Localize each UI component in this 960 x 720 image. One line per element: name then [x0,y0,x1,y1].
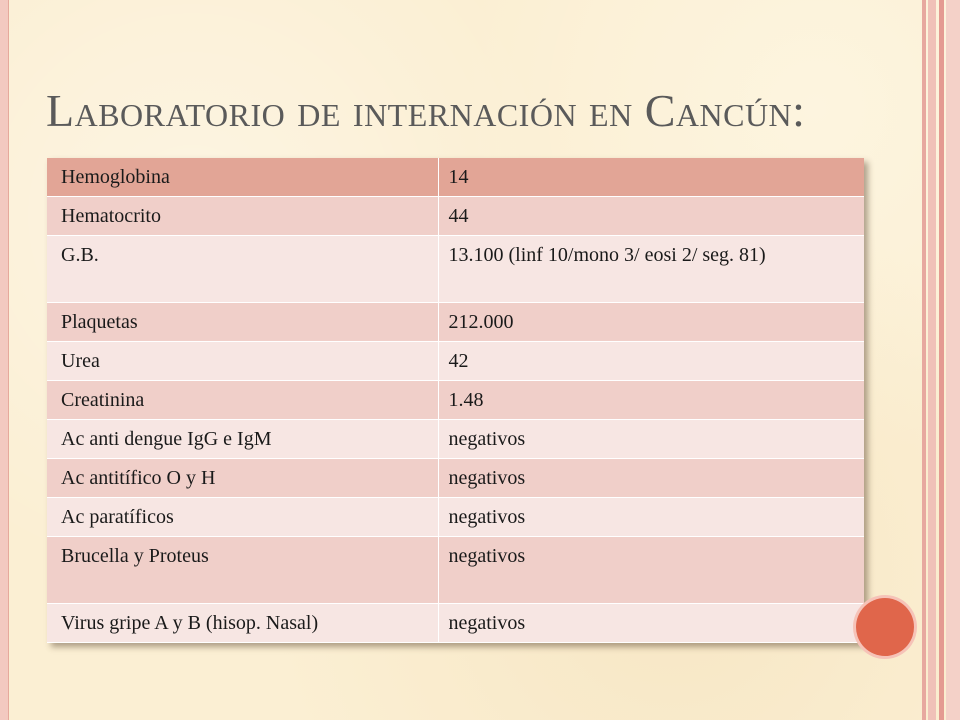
row-label: Urea [47,342,438,381]
table-row [47,537,864,604]
right-decor-bars [916,0,960,720]
lab-results-table [47,158,864,643]
right-decor-stripe [928,0,936,720]
row-value: negativos [438,537,864,604]
table-row [47,342,864,381]
table-row [47,498,864,537]
row-value: 13.100 (linf 10/mono 3/ eosi 2/ seg. 81) [438,236,864,303]
table-row [47,381,864,420]
table-row [47,459,864,498]
table-row [47,303,864,342]
right-decor-stripe [939,0,944,720]
row-value: 14 [438,158,864,197]
row-label: Virus gripe A y B (hisop. Nasal) [47,604,438,643]
decor-circle [856,598,914,656]
row-label: G.B. [47,236,438,303]
row-value: negativos [438,459,864,498]
row-value: 44 [438,197,864,236]
row-value: negativos [438,420,864,459]
row-label: Creatinina [47,381,438,420]
right-decor-stripe [946,0,960,720]
row-value: 42 [438,342,864,381]
row-value: negativos [438,498,864,537]
table-row [47,236,864,303]
table-row [47,604,864,643]
row-label: Hematocrito [47,197,438,236]
right-decor-stripe [922,0,926,720]
row-label: Plaquetas [47,303,438,342]
row-label: Ac antitífico O y H [47,459,438,498]
row-label: Hemoglobina [47,158,438,197]
row-label: Brucella y Proteus [47,537,438,604]
left-decor-bar [0,0,9,720]
table-row [47,420,864,459]
table-row [47,197,864,236]
row-value: 212.000 [438,303,864,342]
row-label: Ac anti dengue IgG e IgM [47,420,438,459]
row-value: negativos [438,604,864,643]
table-row [47,158,864,197]
slide-title: Laboratorio de internación en Cancún: [46,85,806,136]
row-value: 1.48 [438,381,864,420]
row-label: Ac paratíficos [47,498,438,537]
lab-results-table-container [47,158,864,643]
